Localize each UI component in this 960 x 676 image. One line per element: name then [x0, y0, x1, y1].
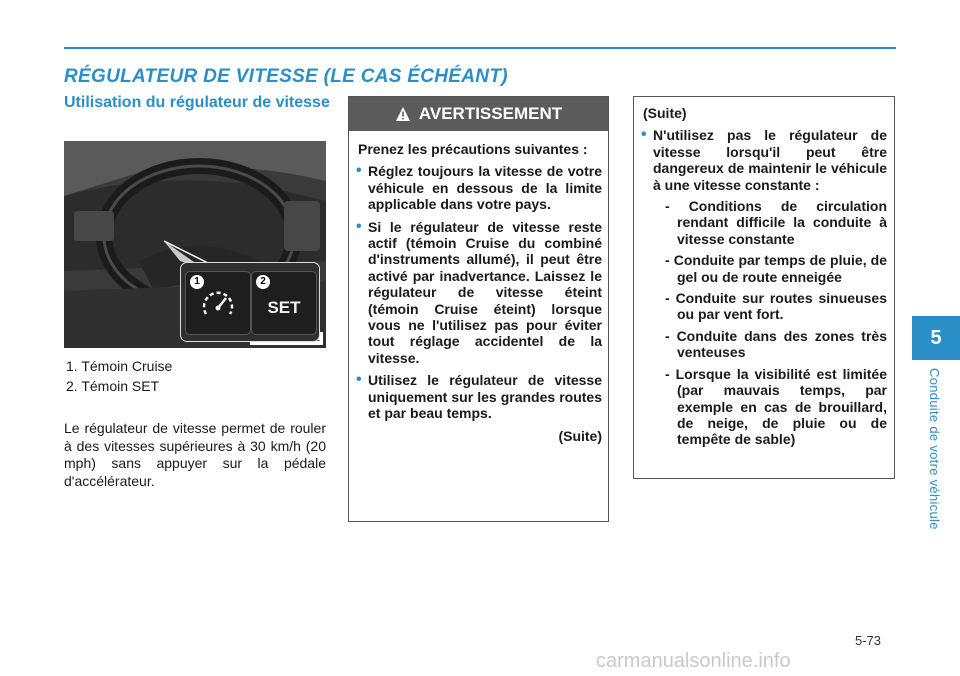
bullet-dot-icon: • — [356, 371, 362, 389]
warning-bullet-text: Si le régulateur de vitesse reste actif (témoin Cruise du combiné d'instruments allumé), il peut être activé par inadvertance. Laissez le régulateur de vitesse éteint (témoin Cruise éteint) lorsque vous ne l'utilisez pas pour éviter tout réglage accidentel de la vitesse. — [368, 218, 602, 366]
page-number: 5-73 — [855, 633, 882, 648]
subsection-title: Utilisation du régulateur de vitesse — [64, 94, 330, 111]
legend-item-1: 1. Témoin Cruise — [66, 358, 173, 374]
badge-1: 1 — [190, 275, 204, 289]
chapter-tab: 5 — [912, 316, 960, 360]
bullet-dot-icon: • — [356, 217, 362, 235]
indicator-callout — [180, 262, 320, 342]
warning-bullet-text: Réglez toujours la vitesse de votre véhicule en dessous de la limite applicable dans votre pays. — [368, 163, 602, 213]
set-label: SET — [267, 298, 301, 317]
condition-item: - Lorsque la visibilité est limitée (par mauvais temps, par exemple en cas de brouillard, de neige, de pluie ou de tempête de sable) — [665, 365, 887, 448]
continuation-bullet — [643, 127, 887, 193]
warning-content — [358, 141, 602, 444]
warning-box — [348, 96, 609, 522]
condition-item: - Conduite sur routes sinueuses ou par vent fort. — [665, 290, 887, 323]
warning-header-label: AVERTISSEMENT — [418, 104, 563, 123]
section-title: RÉGULATEUR DE VITESSE (LE CAS ÉCHÉANT) — [64, 66, 508, 87]
warning-intro: Prenez les précautions suivantes : — [358, 141, 588, 157]
condition-item: - Conduite par temps de pluie, de gel ou de route enneigée — [665, 252, 887, 285]
body-paragraph: Le régulateur de vitesse permet de rouler à des vitesses supérieures à 30 km/h (20 mph) sans appuyer sur la pédale d'accélérateur. — [64, 420, 326, 489]
warning-bullet — [358, 372, 602, 421]
bullet-dot-icon: • — [356, 162, 362, 180]
condition-item: - Conduite dans des zones très venteuses — [665, 327, 887, 361]
continuation-content — [643, 105, 887, 448]
chapter-label: Conduite de votre véhicule — [927, 368, 942, 530]
warning-continued: (Suite) — [558, 427, 602, 444]
continuation-header: (Suite) — [643, 105, 687, 121]
continuation-box — [633, 96, 895, 479]
legend-item-2: 2. Témoin SET — [66, 378, 160, 394]
top-rule — [64, 47, 896, 49]
badge-2: 2 — [256, 275, 270, 289]
condition-list — [643, 198, 887, 448]
warning-bullet-text: Utilisez le régulateur de vitesse uniquement sur les grandes routes et par beau temps. — [368, 372, 602, 422]
warning-triangle-icon — [395, 106, 411, 122]
warning-bullet — [358, 163, 602, 212]
watermark: carmanualsonline.info — [596, 650, 791, 672]
cruise-indicator-cell — [185, 271, 251, 335]
warning-header — [349, 97, 608, 131]
continuation-bullet-text: N'utilisez pas le régulateur de vitesse lorsqu'il peut être dangereux de maintenir le véhicule à une vitesse constante : — [653, 127, 887, 193]
condition-item: - Conditions de circulation rendant difficile la conduite à vitesse constante — [665, 198, 887, 247]
warning-bullet — [358, 219, 602, 367]
set-indicator-cell — [251, 271, 317, 335]
bullet-dot-icon: • — [641, 126, 647, 144]
